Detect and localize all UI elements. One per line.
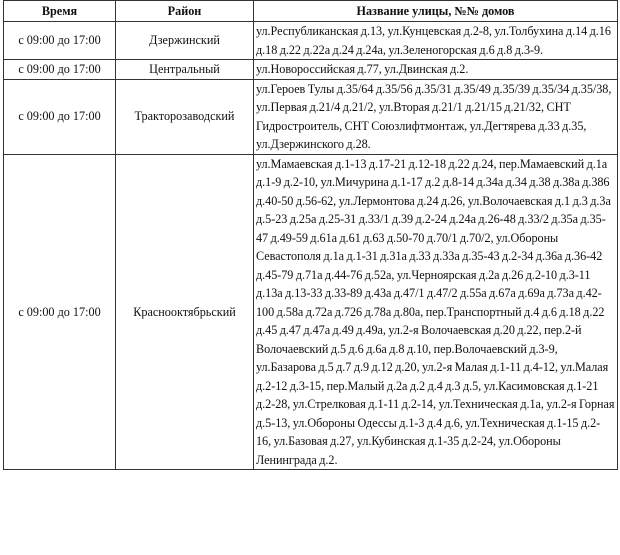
streets-cell: ул.Республиканская д.13, ул.Кунцевская д.2-8, ул.Толбухина д.14 д.16 д.18 д.22 д.22а д.24 д.24а, ул.Зеленогорская д.6 д.8 д.3-9.: [254, 22, 618, 60]
streets-cell: ул.Героев Тулы д.35/64 д.35/56 д.35/31 д.35/49 д.35/39 д.35/34 д.35/38, ул.Первая д.21/4 д.21/2, ул.Вторая д.21/1 д.21/15 д.21/32, СНТ Гидростроитель, СНТ Союзлифтмонтаж, ул.Дегтярева д.33 д.35, ул.Дзержинского д.28.: [254, 79, 618, 154]
header-district: Район: [116, 1, 254, 22]
table-header-row: [4, 1, 618, 22]
header-time: Время: [4, 1, 116, 22]
streets-cell: ул.Новороссийская д.77, ул.Двинская д.2.: [254, 60, 618, 80]
time-cell: с 09:00 до 17:00: [4, 60, 116, 80]
header-streets: Название улицы, №№ домов: [254, 1, 618, 22]
table-row: [4, 79, 618, 154]
district-cell: Центральный: [116, 60, 254, 80]
table-row: [4, 22, 618, 60]
table-row: [4, 154, 618, 470]
time-cell: с 09:00 до 17:00: [4, 154, 116, 470]
time-cell: с 09:00 до 17:00: [4, 22, 116, 60]
outage-schedule-table: [3, 0, 618, 470]
time-cell: с 09:00 до 17:00: [4, 79, 116, 154]
table-row: [4, 60, 618, 80]
streets-cell: ул.Мамаевская д.1-13 д.17-21 д.12-18 д.22 д.24, пер.Мамаевский д.1а д.1-9 д.2-10, ул.Мичурина д.1-17 д.2 д.8-14 д.34а д.34 д.38 д.38а д.386 д.40-50 д.56-62, ул.Лермонтова д.24 д.26, ул.Волочаевская д.1 д.3 д.3а д.5-23 д.25а д.25-31 д.33/1 д.39 д.2-24 д.24а д.26-48 д.33/2 д.35а д.35-47 д.49-59 д.61а д.61 д.63 д.50-70 д.70/1 д.70/2, ул.Обороны Севастополя д.1а д.1-31 д.31а д.33 д.33а д.35-43 д.2-34 д.36а д.36-42 д.45-79 д.71а д.44-76 д.52а, ул.Черноярская д.2а д.26 д.2-10 д.3-11 д.13а д.13-33 д.33-89 д.43а д.47/1 д.47/2 д.55а д.67а д.69а д.73а д.42-100 д.58а д.72а д.726 д.78а д.80а, пер.Транспортный д.4 д.6 д.18 д.22 д.45 д.47 д.47а д.49 д.49а, ул.2-я Волочаевская д.20 д.22, пер.2-й Волочаевский д.5 д.6 д.6а д.8 д.10, пер.Волочаевский д.3-9, ул.Базарова д.5 д.7 д.9 д.12 д.20, ул.2-я Малая д.1-11 д.4-12, ул.Малая д.2-12 д.3-15, пер.Малый д.2а д.2 д.4 д.3 д.5, ул.Касимовская д.1-21 д.2-28, ул.Стрелковая д.1-11 д.2-14, ул.Техническая д.1а, ул.2-я Горная д.5-13, ул.Обороны Одессы д.1-3 д.4 д.6, ул.Техническая д.1-15 д.2-16, ул.Базовая д.27, ул.Кубинская д.1-35 д.2-24, ул.Обороны Ленинграда д.2.: [254, 154, 618, 470]
district-cell: Тракторозаводский: [116, 79, 254, 154]
district-cell: Дзержинский: [116, 22, 254, 60]
district-cell: Краснооктябрьский: [116, 154, 254, 470]
